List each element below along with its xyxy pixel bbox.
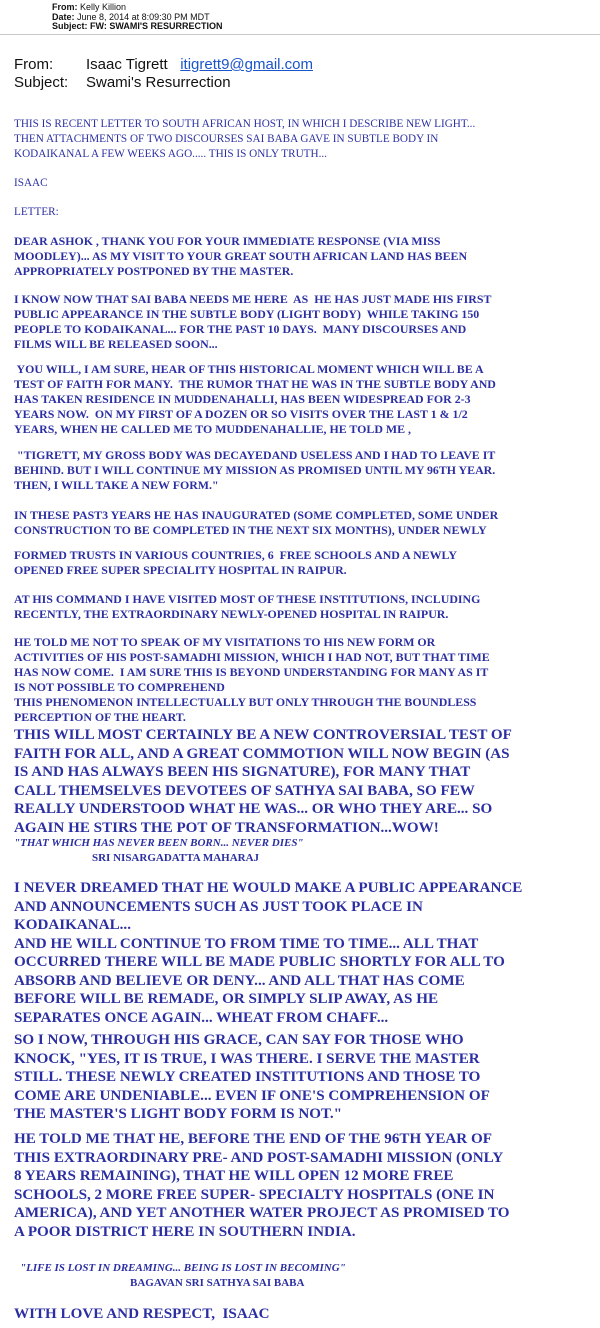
paragraph-6: AT HIS COMMAND I HAVE VISITED MOST OF THESE INSTITUTIONS, INCLUDING RECENTLY, THE EXTRAORDINARY NEWLY-OPENED HOSPITAL IN RAIPUR. (14, 592, 481, 621)
meta-subject-row (52, 22, 223, 32)
forwarded-meta (52, 3, 223, 32)
email-subject-label: Subject: (14, 74, 69, 91)
signoff: WITH LOVE AND RESPECT, ISAAC (14, 1306, 270, 1322)
sender-name: Isaac Tigrett (86, 56, 168, 73)
meta-from-value: Kelly Killion (80, 2, 127, 12)
meta-subject-label: Subject: (52, 21, 88, 31)
email-from-row (14, 56, 313, 73)
meta-from-label: From: (52, 2, 78, 12)
header-divider (0, 34, 600, 35)
email-from-label: From: (14, 56, 54, 73)
intro-paragraph: THIS IS RECENT LETTER TO SOUTH AFRICAN HOST, IN WHICH I DESCRIBE NEW LIGHT... THEN ATTACHMENTS OF TWO DISCOURSES SAI BABA GAVE IN SUBTLE BODY IN KODAIKANAL A FEW WEEKS AGO..... THIS IS ONLY TRUTH... (14, 118, 476, 160)
meta-date-value: June 8, 2014 at 8:09:30 PM MDT (77, 11, 210, 22)
paragraph-4: "TIGRETT, MY GROSS BODY WAS DECAYEDAND USELESS AND I HAD TO LEAVE IT BEHIND. BUT I WILL CONTINUE MY MISSION AS PROMISED UNTIL MY 96TH YEAR. THEN, I WILL TAKE A NEW FORM." (14, 448, 496, 492)
paragraph-2: I KNOW NOW THAT SAI BABA NEEDS ME HERE AS HE HAS JUST MADE HIS FIRST PUBLIC APPEARANCE IN THE SUBTLE BODY (LIGHT BODY) WHILE TAKING 150 PEOPLE TO KODAIKANAL... FOR THE PAST 10 DAYS. MANY DISCOURSES AND FILMS WILL BE RELEASED SOON... (14, 292, 492, 351)
paragraph-11: HE TOLD ME THAT HE, BEFORE THE END OF THE 96TH YEAR OF THIS EXTRAORDINARY PRE- AND POST-SAMADHI MISSION (ONLY 8 YEARS REMAINING), THAT HE WILL OPEN 12 MORE FREE SCHOOLS, 2 MORE FREE SUPER- SPECIALTY HOSPITALS (ONE IN AMERICA), AND YET ANOTHER WATER PROJECT AS PROMISED TO A POOR DISTRICT HERE IN SOUTHERN INDIA. (14, 1131, 510, 1240)
email-subject: Swami's Resurrection (86, 74, 231, 91)
paragraph-8: THIS WILL MOST CERTAINLY BE A NEW CONTROVERSIAL TEST OF FAITH FOR ALL, AND A GREAT COMMOTION WILL NOW BEGIN (AS IS AND HAS ALWAYS BEEN HIS SIGNATURE), FOR MANY THAT CALL THEMSELVES DEVOTEES OF SATHYA SAI BABA, SO FEW REALLY UNDERSTOOD WHAT HE WAS... OR WHO THEY ARE... SO AGAIN HE STIRS THE POT OF TRANSFORMATION...WOW! (14, 727, 512, 836)
quote-2-attribution: BAGAVAN SRI SATHYA SAI BABA (130, 1277, 305, 1289)
quote-2: "LIFE IS LOST IN DREAMING... BEING IS LOST IN BECOMING" (20, 1262, 346, 1274)
meta-subject-value: FW: SWAMI'S RESURRECTION (90, 21, 223, 31)
quote-1: "THAT WHICH HAS NEVER BEEN BORN... NEVER DIES" (14, 837, 304, 849)
paragraph-7: HE TOLD ME NOT TO SPEAK OF MY VISITATIONS TO HIS NEW FORM OR ACTIVITIES OF HIS POST-SAMADHI MISSION, WHICH I HAD NOT, BUT THAT TIME HAS NOW COME. I AM SURE THIS IS BEYOND UNDERSTANDING FOR MANY AS IT IS NOT POSSIBLE TO COMPREHEND THIS PHENOMENON INTELLECTUALLY BUT ONLY THROUGH THE BOUNDLESS PERCEPTION OF THE HEART. (14, 635, 490, 724)
email-subject-row (14, 74, 231, 91)
quote-1-attribution: SRI NISARGADATTA MAHARAJ (92, 852, 260, 864)
paragraph-1: DEAR ASHOK , THANK YOU FOR YOUR IMMEDIATE RESPONSE (VIA MISS MOODLEY)... AS MY VISIT TO YOUR GREAT SOUTH AFRICAN LAND HAS BEEN APPROPRIATELY POSTPONED BY THE MASTER. (14, 234, 468, 278)
paragraph-5-cont: FORMED TRUSTS IN VARIOUS COUNTRIES, 6 FREE SCHOOLS AND A NEWLY OPENED FREE SUPER SPECIALITY HOSPITAL IN RAIPUR. (14, 548, 457, 577)
meta-date-label: Date: (52, 11, 75, 22)
sender-email-link[interactable]: itigrett9@gmail.com (180, 56, 313, 73)
paragraph-3: YOU WILL, I AM SURE, HEAR OF THIS HISTORICAL MOMENT WHICH WILL BE A TEST OF FAITH FOR MANY. THE RUMOR THAT HE WAS IN THE SUBTLE BODY AND HAS TAKEN RESIDENCE IN MUDDENAHALLI, HAS BEEN WIDESPREAD FOR 2-3 YEARS NOW. ON MY FIRST OF A DOZEN OR SO VISITS OVER THE LAST 1 & 1/2 YEARS, WHEN HE CALLED ME TO MUDDENAHALLIE, HE TOLD ME , (14, 362, 496, 436)
paragraph-9: I NEVER DREAMED THAT HE WOULD MAKE A PUBLIC APPEARANCE AND ANNOUNCEMENTS SUCH AS JUST TOOK PLACE IN KODAIKANAL... AND HE WILL CONTINUE TO FROM TIME TO TIME... ALL THAT OCCURRED THERE WILL BE MADE PUBLIC SHORTLY FOR ALL TO ABSORB AND BELIEVE OR DENY... AND ALL THAT HAS COME BEFORE WILL BE REMADE, OR SIMPLY SLIP AWAY, AS HE SEPARATES ONCE AGAIN... WHEAT FROM CHAFF... (14, 880, 523, 1026)
paragraph-10: SO I NOW, THROUGH HIS GRACE, CAN SAY FOR THOSE WHO KNOCK, "YES, IT IS TRUE, I WAS THERE. I SERVE THE MASTER STILL. THESE NEWLY CREATED INSTITUTIONS AND THOSE TO COME ARE UNDENIABLE... EVEN IF ONE'S COMPREHENSION OF THE MASTER'S LIGHT BODY FORM IS NOT." (14, 1032, 490, 1122)
paragraph-5: IN THESE PAST3 YEARS HE HAS INAUGURATED (SOME COMPLETED, SOME UNDER CONSTRUCTION TO BE COMPLETED IN THE NEXT SIX MONTHS), UNDER NEWLY (14, 508, 499, 537)
name-line: ISAAC (14, 177, 48, 189)
letter-label: LETTER: (14, 206, 59, 218)
